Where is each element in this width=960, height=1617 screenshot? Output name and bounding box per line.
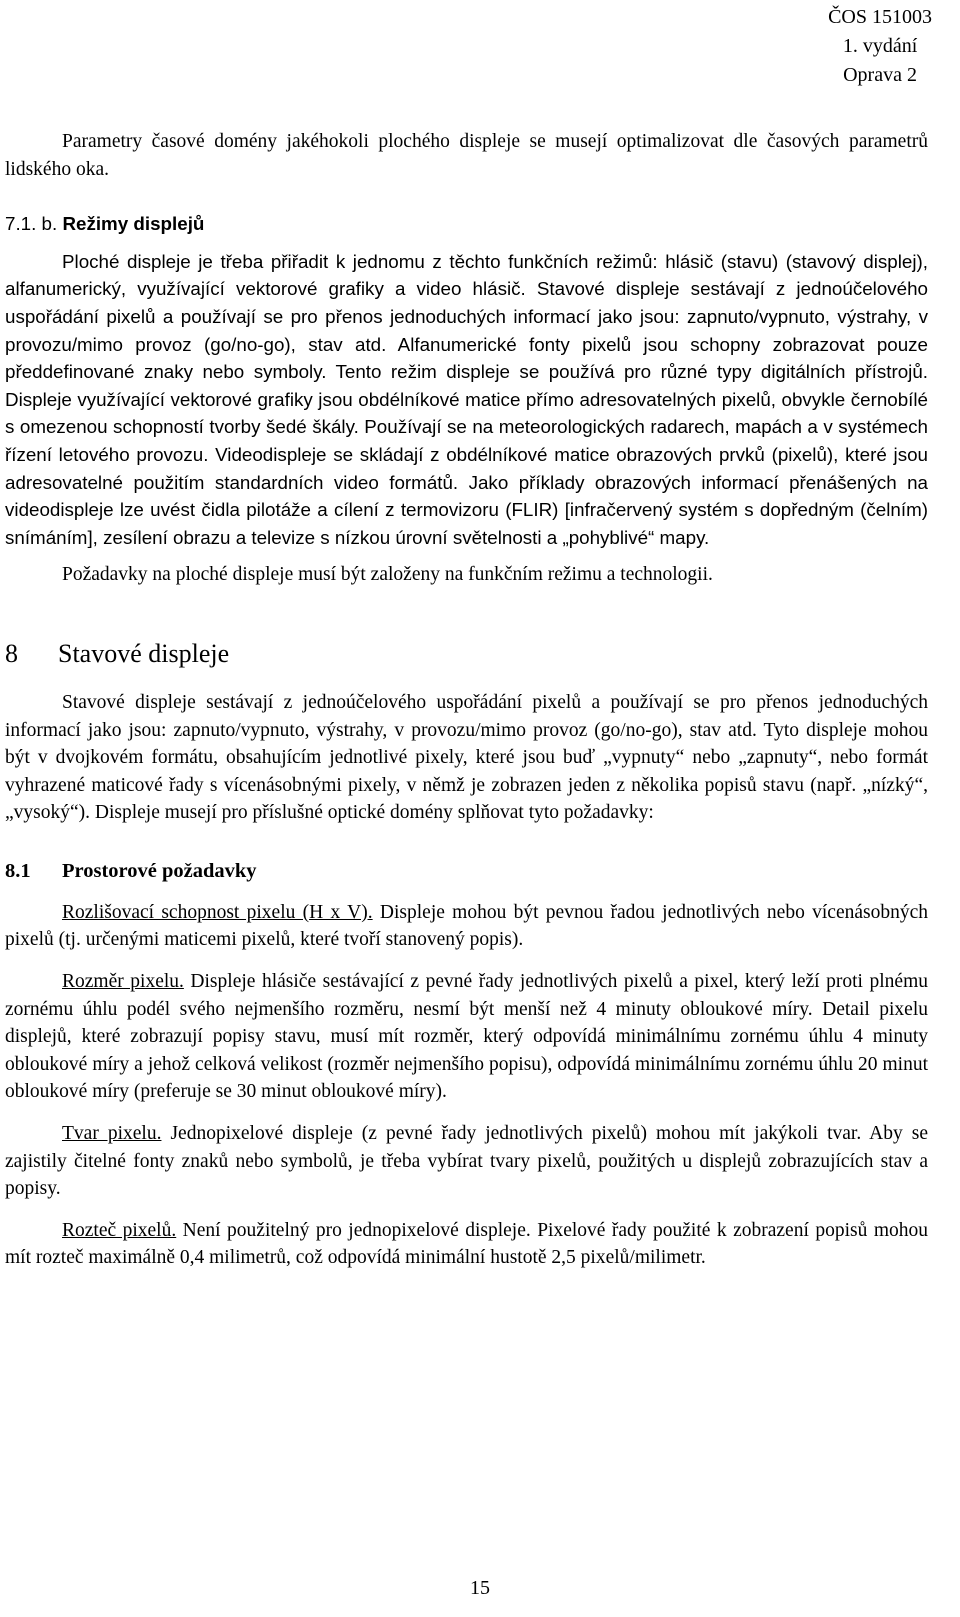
section-8-paragraph: Stavové displeje sestávají z jednoúčelového uspořádání pixelů a používají se pro přenos jednoduchých informací jako jsou: zapnuto/vypnuto, výstrahy, v provozu/mimo provoz (go/no-go), stav atd. Tyto displeje mohou být v dvojkovém formátu, obsahujícím jednotlivé pixely, které jsou buď „vypnuty“ nebo „zapnuty“, nebo formát vyhrazené maticové řady s vícenásobnými pixely, v němž je zobrazen jeden z několika popisů stavu (např. „nízký“, „vysoký“). Displeje musejí pro příslušné optické domény splňovat tyto požadavky: — [5, 691, 928, 824]
pixel-resolution-paragraph — [5, 899, 928, 954]
pixel-pitch-term: Rozteč pixelů. — [62, 1219, 177, 1241]
section-7-1-b-paragraph-1: Ploché displeje je třeba přiřadit k jednomu z těchto funkčních režimů: hlásič (stavu) (stavový displej), alfanumerický, využívající vektorové grafiky a video hlásič. Stavové displeje sestávají z jednoúčelového uspořádání pixelů a používají se pro přenos jednoduchých informací jako jsou: zapnuto/vypnuto, výstrahy, v provozu/mimo provoz (go/no-go), stav atd. Alfanumerické fonty pixelů jsou schopny zobrazovat pouze předdefinované znaky nebo symboly. Tento režim displeje se používá pro různé typy digitálních přístrojů. Displeje využívající vektorové grafiky jsou obdélníkové matice přímo adresovatelných pixelů, obvykle černobílé s omezenou schopností tvorby šedé škály. Používají se na meteorologických radarech, mapách a v systémech řízení letového provozu. Videodispleje se skládají z obdélníkové matice obrazových prvků (pixelů), které jsou adresovatelné použitím standardních video formátů. Jako příklady obrazových informací přenášených na videodispleje lze uvést čidla pilotáže a cílení z termovizoru (FLIR) [infračervený systém s dopředným (čelním) snímáním], zesílení obrazu a televize s nízkou úrovní světelnosti a „pohyblivé“ mapy. — [5, 250, 928, 548]
pixel-shape-paragraph — [5, 1120, 928, 1203]
section-7-1-b-paragraph-2: Požadavky na ploché displeje musí být založeny na funkčním režimu a technologii. — [62, 564, 713, 586]
correction-label: Oprava 2 — [843, 64, 917, 86]
pixel-size-term: Rozměr pixelu. — [62, 971, 184, 993]
page-number: 15 — [470, 1577, 490, 1599]
pixel-pitch-paragraph — [5, 1217, 928, 1272]
document-id: ČOS 151003 — [828, 6, 932, 28]
section-7-1-b-heading — [5, 210, 928, 238]
pixel-pitch-text: Není použitelný pro jednopixelové displeje. Pixelové řady použité k zobrazení popisů mohou mít rozteč maximálně 0,4 milimetrů, což odpovídá minimální hustotě 2,5 pixelů/milimetr. — [5, 1219, 928, 1269]
pixel-size-paragraph — [5, 968, 928, 1106]
pixel-resolution-term: Rozlišovací schopnost pixelu (H x V). — [62, 901, 373, 923]
section-8-title: Stavové displeje — [58, 638, 230, 668]
pixel-shape-text: Jednopixelové displeje (z pevné řady jednotlivých pixelů) mohou mít jakýkoli tvar. Aby se zajistily čitelné fonty znaků nebo symbolů, je třeba vybírat tvary pixelů, použitých u displejů zobrazujících stav a popisy. — [5, 1123, 928, 1200]
document-header — [828, 3, 932, 90]
pixel-shape-term: Tvar pixelu. — [62, 1123, 162, 1145]
section-8-1-number: 8.1 — [5, 859, 31, 882]
edition-label: 1. vydání — [842, 35, 918, 57]
pixel-resolution-text: Displeje mohou být pevnou řadou jednotlivých nebo vícenásobných pixelů (tj. určenými maticemi pixelů, které tvoří stanovený popis). — [5, 901, 928, 951]
section-7-1-b-title: Režimy displejů — [62, 213, 205, 235]
section-7-1-b-number: 7.1. b. — [5, 213, 58, 235]
section-8-number: 8 — [5, 638, 18, 668]
pixel-size-text: Displeje hlásiče sestávající z pevné řady jednotlivých pixelů a pixel, který leží proti plnému zornému úhlu podél svého nejmenšího rozměru, nesmí být menší než 4 minuty obloukové míry. Detail pixelu displejů, které zobrazují popisy stavu, musí mít rozměr, který odpovídá minimálnímu zornému úhlu 4 minuty obloukové míry a jehož celková velikost (rozměr nejmenšího popisu), odpovídá minimálnímu zornému úhlu 20 minut obloukové míry (preferuje se 30 minut obloukové míry). — [5, 971, 928, 1103]
section-8-1-heading — [5, 857, 928, 885]
intro-paragraph: Parametry časové domény jakéhokoli plochého displeje se musejí optimalizovat dle časových parametrů lidského oka. — [5, 131, 928, 180]
section-8-heading — [5, 637, 928, 671]
section-8-1-title: Prostorové požadavky — [62, 859, 257, 882]
page-content — [5, 128, 928, 1272]
